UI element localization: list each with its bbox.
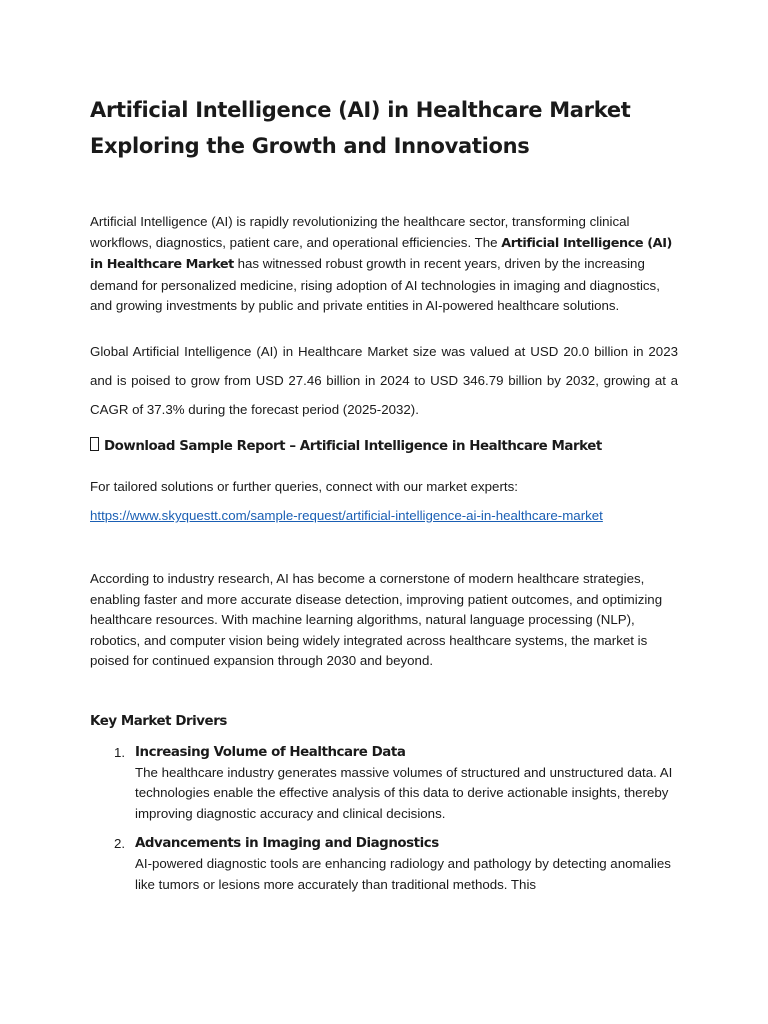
market-drivers-list — [90, 742, 678, 896]
list-item-text: AI-powered diagnostic tools are enhancing radiology and pathology by detecting anomalies like tumors or lesions more accurately than traditional methods. This — [135, 856, 671, 892]
list-item — [90, 742, 678, 825]
intro-text-start: Artificial Intelligence (AI) is rapidly revolutionizing the healthcare sector, transforming clinical workflows, diagnostics, patient care, and operational efficiencies. The — [90, 214, 630, 250]
document-title — [90, 92, 678, 164]
sample-request-link[interactable]: https://www.skyquestt.com/sample-request/artificial-intelligence-ai-in-healthcare-market — [90, 508, 603, 524]
download-sample-label: Download Sample Report – Artificial Intelligence in Healthcare Market — [104, 438, 602, 454]
list-item-number: 2. — [114, 836, 126, 852]
intro-paragraph — [90, 212, 678, 317]
industry-research-paragraph: According to industry research, AI has become a cornerstone of modern healthcare strategies, enabling faster and more accurate disease detection, improving patient outcomes, and optimizing healthcare resources. With machine learning algorithms, natural language processing (NLP), robotics, and computer vision being widely integrated across healthcare systems, the market is poised for continued expansion through 2030 and beyond. — [90, 571, 663, 669]
list-item-title: Increasing Volume of Healthcare Data — [135, 744, 406, 760]
list-item-number: 1. — [114, 744, 126, 760]
intro-market-name: Artificial Intelligence (AI) in Healthcare Market — [90, 235, 672, 272]
title-line-1: Artificial Intelligence (AI) in Healthcare Market — [90, 98, 631, 122]
list-item — [90, 833, 678, 895]
download-sample-heading — [90, 437, 678, 457]
tailored-solutions-text: For tailored solutions or further queries, connect with our market experts: — [90, 478, 518, 494]
document-page — [90, 92, 678, 904]
title-line-2: Exploring the Growth and Innovations — [90, 134, 530, 158]
market-size-paragraph: Global Artificial Intelligence (AI) in Healthcare Market size was valued at USD 20.0 billion in 2023 and is poised to grow from USD 27.46 billion in 2024 to USD 346.79 billion by 2032, growing at a CAGR of 37.3% during the forecast period (2025-2032). — [90, 343, 678, 417]
list-item-title: Advancements in Imaging and Diagnostics — [135, 836, 439, 852]
list-item-text: The healthcare industry generates massive volumes of structured and unstructured data. AI technologies enable the effective analysis of this data to derive actionable insights, thereby improving diagnostic accuracy and clinical decisions. — [135, 764, 673, 821]
key-market-drivers-heading: Key Market Drivers — [90, 713, 227, 729]
intro-text-end: has witnessed robust growth in recent years, driven by the increasing demand for personalized medicine, rising adoption of AI technologies in imaging and diagnostics, and growing investments by public and private entities in AI-powered healthcare solutions. — [90, 256, 660, 313]
missing-glyph-box-icon — [90, 437, 99, 451]
